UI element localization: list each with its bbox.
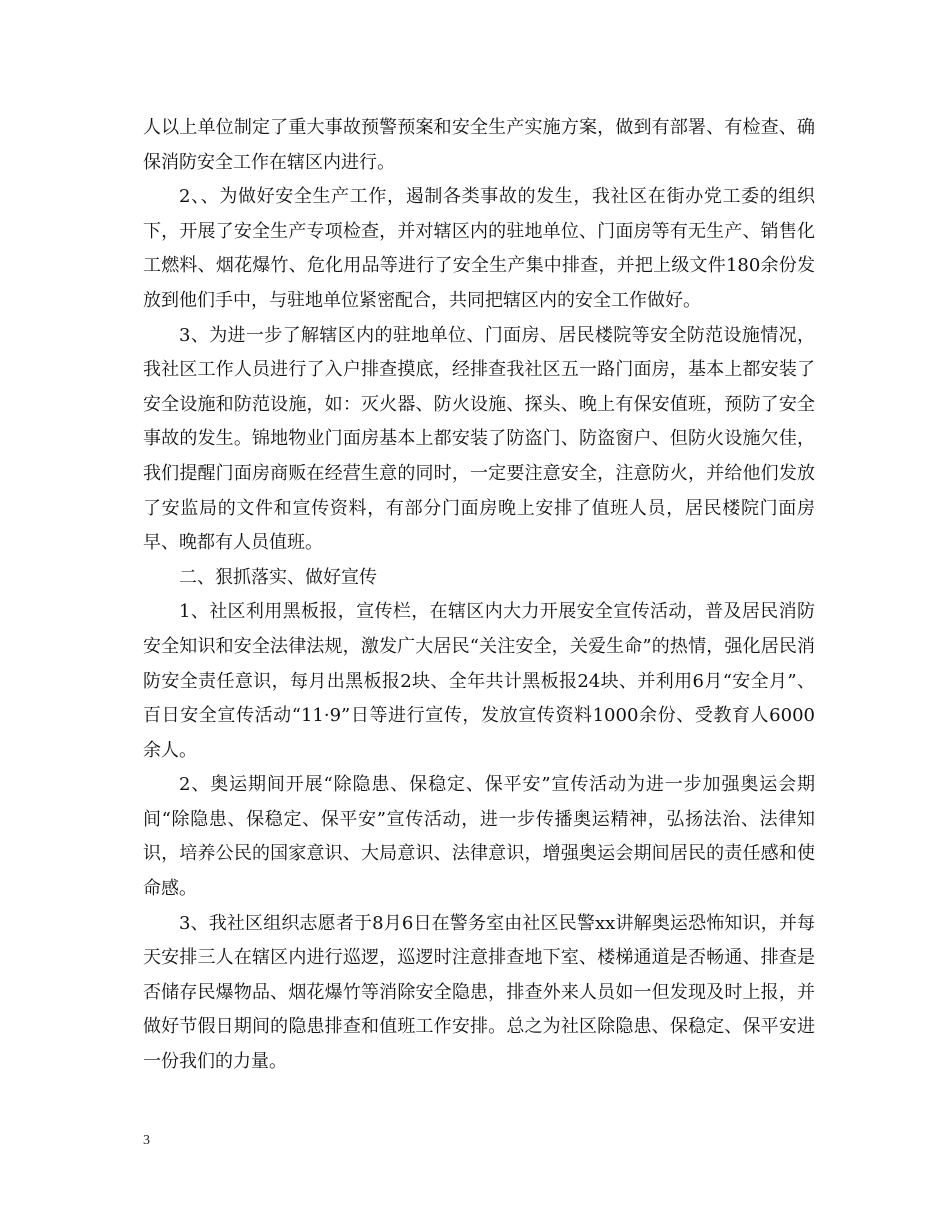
paragraph-publicity-1: 1、社区利用黑板报，宣传栏，在辖区内大力开展安全宣传活动，普及居民消防安全知识和安全法律法规，激发广大居民“关注安全，关爱生命”的热情，强化居民消防安全责任意识，每月出黑板报2块、全年共计黑板报24块、并利用6月“安全月”、百日安全宣传活动“11·9”日等进行宣传，发放宣传资料1000余份、受教育人6000余人。 xyxy=(143,601,815,761)
paragraph-continued: 人以上单位制定了重大事故预警预案和安全生产实施方案，做到有部署、有检查、确保消防安全工作在辖区内进行。 xyxy=(143,117,815,173)
document-body xyxy=(143,111,815,1080)
paragraph-publicity-3: 3、我社区组织志愿者于8月6日在警务室由社区民警xx讲解奥运恐怖知识，并每天安排三人在辖区内进行巡逻，巡逻时注意排查地下室、楼梯通道是否畅通、排查是否储存民爆物品、烟花爆竹等消除安全隐患，排查外来人员如一但发现及时上报，并做好节假日期间的隐患排查和值班工作安排。总之为社区除隐患、保稳定、保平安进一份我们的力量。 xyxy=(143,912,815,1073)
paragraph-item-2: 2、、为做好安全生产工作，遏制各类事故的发生，我社区在街办党工委的组织下，开展了安全生产专项检查，并对辖区内的驻地单位、门面房等有无生产、销售化工燃料、烟花爆竹、危化用品等进行了安全生产集中排查，并把上级文件180余份发放到他们手中，与驻地单位紧密配合，共同把辖区内的安全工作做好。 xyxy=(143,186,815,311)
paragraph-publicity-2: 2、奥运期间开展“除隐患、保稳定、保平安”宣传活动为进一步加强奥运会期间“除隐患、保稳定、保平安”宣传活动，进一步传播奥运精神，弘扬法治、法律知识，培养公民的国家意识、大局意识、法律意识，增强奥运会期间居民的责任感和使命感。 xyxy=(143,774,815,900)
section-heading: 二、狠抓落实、做好宣传 xyxy=(179,566,377,588)
paragraph-item-3: 3、为进一步了解辖区内的驻地单位、门面房、居民楼院等安全防范设施情况，我社区工作人员进行了入户排查摸底，经排查我社区五一路门面房，基本上都安装了安全设施和防范设施，如：灭火器、防火设施、探头、晚上有保安值班，预防了安全事故的发生。锦地物业门面房基本上都安装了防盗门、防盗窗户、但防火设施欠佳，我们提醒门面房商贩在经营生意的同时，一定要注意安全，注意防火，并给他们发放了安监局的文件和宣传资料，有部分门面房晚上安排了值班人员，居民楼院门面房早、晚都有人员值班。 xyxy=(143,324,815,554)
page-number: 3 xyxy=(143,1133,150,1148)
